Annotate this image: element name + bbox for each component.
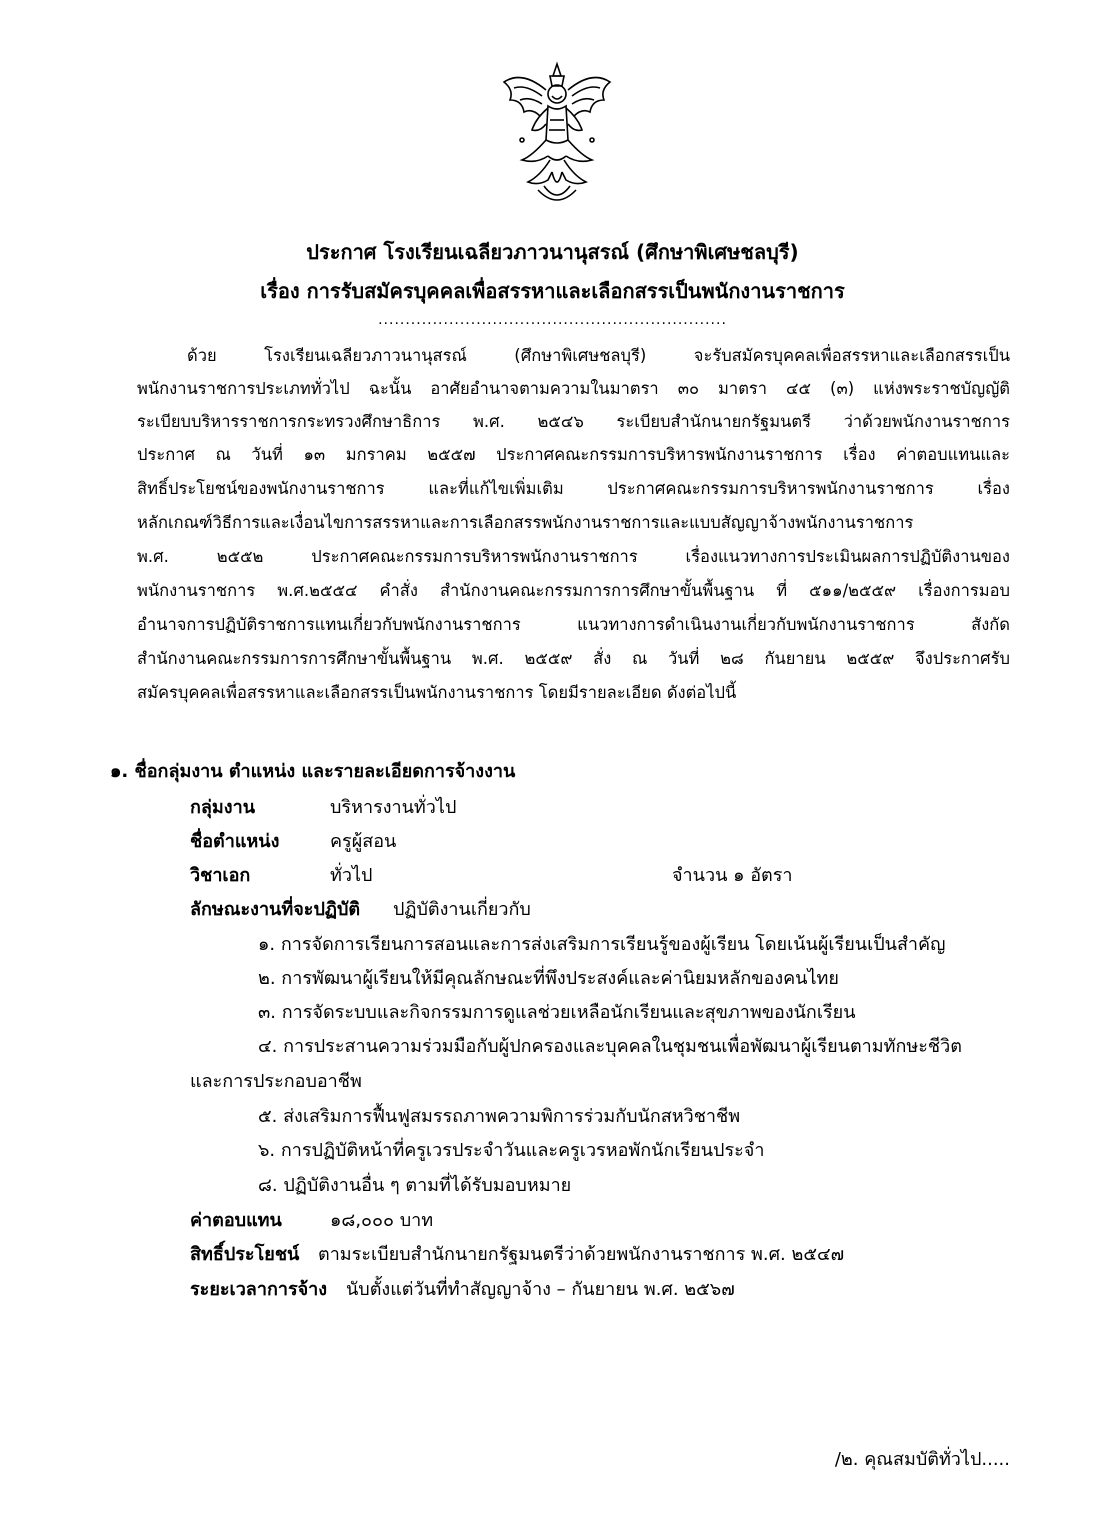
benefit-value: ตามระเบียบสำนักนายกรัฐมนตรีว่าด้วยพนักงานราชการ พ.ศ. ๒๕๔๗ <box>318 1244 845 1265</box>
title-divider: ................................................................ <box>378 312 727 328</box>
position-value: ครูผู้สอน <box>330 831 397 852</box>
duty-item: ๓. การจัดระบบและกิจกรรมการดูแลช่วยเหลือนักเรียนและสุขภาพของนักเรียน <box>258 1002 856 1023</box>
continued-next-page: /๒. คุณสมบัติทั่วไป..... <box>834 1449 1010 1470</box>
period-value: นับตั้งแต่วันที่ทำสัญญาจ้าง – กันยายน พ.ศ. ๒๕๖๗ <box>346 1279 735 1300</box>
announcement-subject: เรื่อง การรับสมัครบุคคลเพื่อสรรหาและเลือกสรรเป็นพนักงานราชการ <box>260 279 845 303</box>
duty-item: ๒. การพัฒนาผู้เรียนให้มีคุณลักษณะที่พึงประสงค์และค่านิยมหลักของคนไทย <box>258 968 839 989</box>
intro-line: สำนักงานคณะกรรมการการศึกษาขั้นพื้นฐาน พ.ศ. ๒๕๕๙ สั่ง ณ วันที่ ๒๘ กันยายน ๒๕๕๙ จึงประกาศรับ <box>137 649 1010 668</box>
intro-line: สมัครบุคคลเพื่อสรรหาและเลือกสรรเป็นพนักงานราชการ โดยมีรายละเอียด ดังต่อไปนี้ <box>137 683 737 702</box>
intro-line: ประกาศ ณ วันที่ ๑๓ มกราคม ๒๕๕๗ ประกาศคณะกรรมการบริหารพนักงานราชการ เรื่อง ค่าตอบแทนและ <box>137 445 1010 464</box>
group-value: บริหารงานทั่วไป <box>330 797 457 818</box>
major-value: ทั่วไป <box>330 865 373 886</box>
intro-line: พ.ศ. ๒๕๕๒ ประกาศคณะกรรมการบริหารพนักงานราชการ เรื่องแนวทางการประเมินผลการปฏิบัติงานของ <box>137 547 1010 566</box>
section-heading: ๑. ชื่อกลุ่มงาน ตำแหน่ง และรายละเอียดการจ้างงาน <box>110 761 516 782</box>
duty-item-continued: และการประกอบอาชีพ <box>190 1071 362 1092</box>
duty-item: ๕. ส่งเสริมการฟื้นฟูสมรรถภาพความพิการร่วมกับนักสหวิชาชีพ <box>258 1106 741 1127</box>
major-label: วิชาเอก <box>190 865 251 886</box>
period-label: ระยะเวลาการจ้าง <box>190 1279 328 1300</box>
duty-item: ๑. การจัดการเรียนการสอนและการส่งเสริมการเรียนรู้ของผู้เรียน โดยเน้นผู้เรียนเป็นสำคัญ <box>258 934 946 955</box>
position-label: ชื่อตำแหน่ง <box>190 831 280 852</box>
intro-line: ด้วย โรงเรียนเฉลียวภาวนานุสรณ์ (ศึกษาพิเศษชลบุรี) จะรับสมัครบุคคลเพื่อสรรหาและเลือกสรรเป็น <box>187 346 1010 365</box>
duty-item: ๔. การประสานความร่วมมือกับผู้ปกครองและบุคคลในชุมชนเพื่อพัฒนาผู้เรียนตามทักษะชีวิต <box>258 1036 962 1057</box>
announcement-title: ประกาศ โรงเรียนเฉลียวภาวนานุสรณ์ (ศึกษาพิเศษชลบุรี) <box>306 240 799 264</box>
duty-value: ปฏิบัติงานเกี่ยวกับ <box>393 899 531 920</box>
intro-line: หลักเกณฑ์วิธีการและเงื่อนไขการสรรหาและการเลือกสรรพนักงานราชการและแบบสัญญาจ้างพนักงานราชการ <box>137 513 914 532</box>
intro-line: สิทธิ์ประโยชน์ของพนักงานราชการ และที่แก้ไขเพิ่มเติม ประกาศคณะกรรมการบริหารพนักงานราชการ เรื่อง <box>137 479 1010 498</box>
duty-label: ลักษณะงานที่จะปฏิบัติ <box>190 899 361 920</box>
duty-item: ๘. ปฏิบัติงานอื่น ๆ ตามที่ได้รับมอบหมาย <box>258 1175 572 1196</box>
pay-label: ค่าตอบแทน <box>190 1210 282 1231</box>
benefit-label: สิทธิ์ประโยชน์ <box>190 1244 300 1265</box>
duty-item: ๖. การปฏิบัติหน้าที่ครูเวรประจำวันและครูเวรหอพักนักเรียนประจำ <box>258 1140 765 1161</box>
position-count: จำนวน ๑ อัตรา <box>672 865 793 886</box>
group-label: กลุ่มงาน <box>190 797 255 818</box>
intro-line: อำนาจการปฏิบัติราชการแทนเกี่ยวกับพนักงานราชการ แนวทางการดำเนินงานเกี่ยวกับพนักงานราชการ สังกัด <box>137 615 1010 634</box>
garuda-emblem-icon <box>492 60 622 210</box>
intro-line: พนักงานราชการ พ.ศ.๒๕๕๔ คำสั่ง สำนักงานคณะกรรมการการศึกษาขั้นพื้นฐาน ที่ ๕๑๑/๒๕๕๙ เรื่องการมอบ <box>137 581 1010 600</box>
pay-value: ๑๘,๐๐๐ บาท <box>330 1210 434 1231</box>
intro-line: พนักงานราชการประเภททั่วไป ฉะนั้น อาศัยอำนาจตามความในมาตรา ๓๐ มาตรา ๔๕ (๓) แห่งพระราชบัญญัติ <box>137 379 1010 398</box>
intro-line: ระเบียบบริหารราชการกระทรวงศึกษาธิการ พ.ศ. ๒๕๔๖ ระเบียบสำนักนายกรัฐมนตรี ว่าด้วยพนักงานราชการ <box>137 412 1010 431</box>
